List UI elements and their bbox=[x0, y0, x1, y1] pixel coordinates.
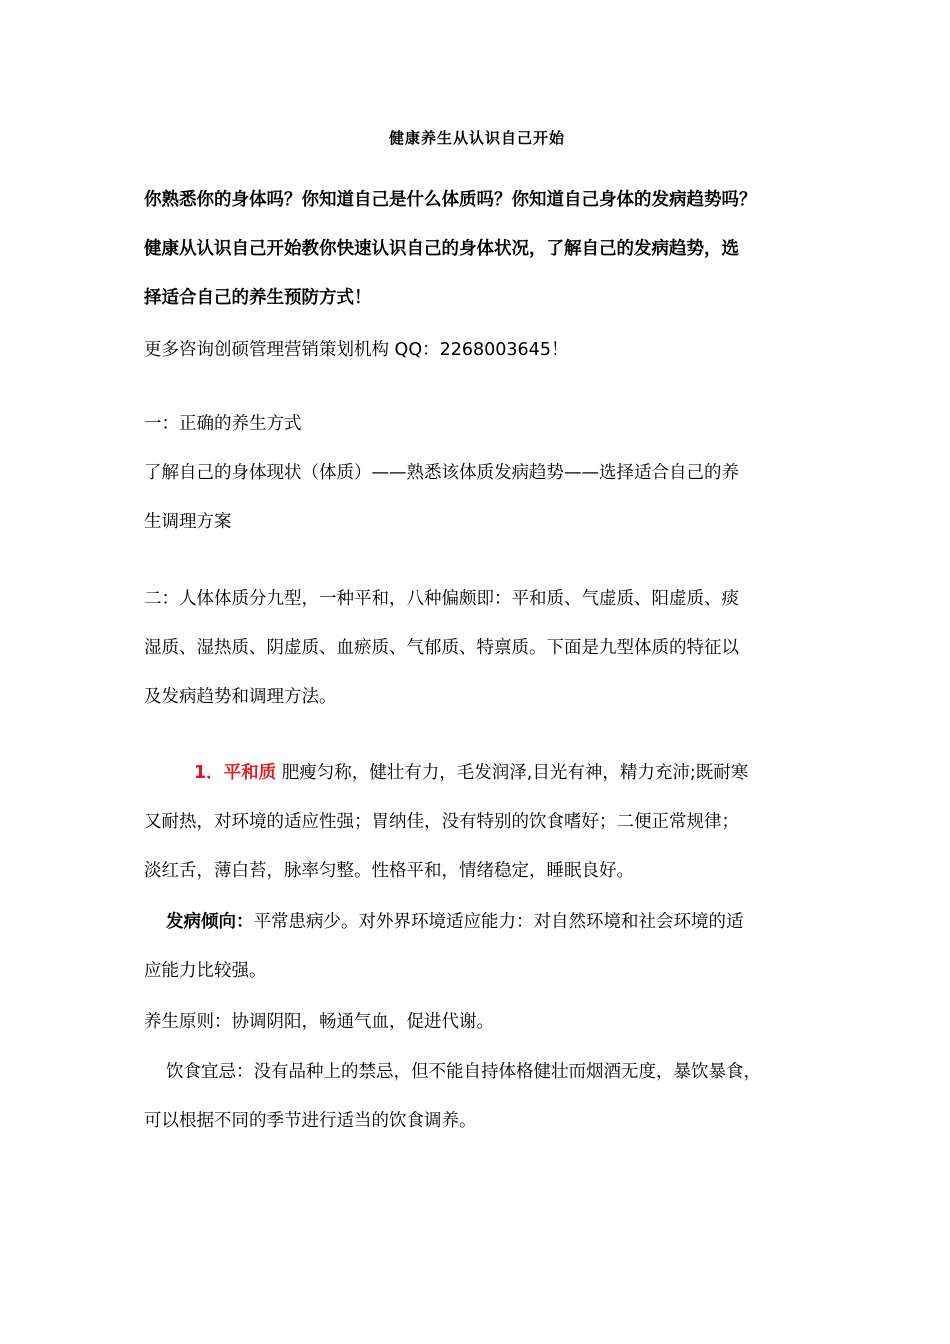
type-one-tendency bbox=[144, 898, 810, 996]
section-two-line: 及发病趋势和调理方法。 bbox=[144, 687, 337, 707]
section-one-line: 了解自己的身体现状（体质）——熟悉该体质发病趋势——选择适合自己的养 bbox=[144, 463, 739, 483]
type-one-first-line bbox=[144, 749, 810, 798]
tendency-first-line bbox=[144, 898, 810, 947]
intro-line: 择适合自己的养生预防方式！ bbox=[144, 288, 372, 308]
section-two bbox=[144, 575, 810, 722]
type-one-description bbox=[144, 749, 810, 896]
type-one-principle bbox=[144, 998, 810, 1047]
section-one-heading: 一：正确的养生方式 bbox=[144, 414, 302, 434]
principle-line: 养生原则：协调阴阳，畅通气血，促进代谢。 bbox=[144, 1012, 494, 1032]
tendency-line: 应能力比较强。 bbox=[144, 961, 267, 981]
type-one-diet bbox=[144, 1048, 810, 1146]
diet-line: 可以根据不同的季节进行适当的饮食调养。 bbox=[144, 1111, 477, 1131]
intro-line: 健康从认识自己开始教你快速认识自己的身体状况，了解自己的发病趋势，选 bbox=[144, 239, 739, 259]
type-one-first-text: 肥瘦匀称，健壮有力，毛发润泽,目光有神，精力充沛;既耐寒 bbox=[281, 763, 749, 783]
tendency-text: 平常患病少。对外界环境适应能力：对自然环境和社会环境的适 bbox=[253, 912, 744, 932]
contact-paragraph bbox=[144, 326, 810, 375]
type-one-line: 又耐热，对环境的适应性强；胃纳佳，没有特别的饮食嗜好；二便正常规律； bbox=[144, 812, 739, 832]
contact-line: 更多咨询创硕管理营销策划机构 QQ：2268003645！ bbox=[144, 340, 569, 360]
type-one-label: 1．平和质 bbox=[194, 763, 277, 783]
section-one-line: 生调理方案 bbox=[144, 512, 232, 532]
intro-line: 你熟悉你的身体吗？你知道自己是什么体质吗？你知道自己身体的发病趋势吗？ bbox=[144, 190, 757, 210]
diet-line: 饮食宜忌：没有品种上的禁忌，但不能自持体格健壮而烟酒无度，暴饮暴食， bbox=[166, 1062, 761, 1082]
section-two-line: 湿质、湿热质、阴虚质、血瘀质、气郁质、特禀质。下面是九型体质的特征以 bbox=[144, 638, 739, 658]
intro-paragraph bbox=[144, 176, 810, 323]
tendency-label: 发病倾向： bbox=[166, 912, 254, 932]
type-one-line: 淡红舌，薄白苔，脉率匀整。性格平和，情绪稳定，睡眠良好。 bbox=[144, 861, 634, 881]
section-two-line: 二：人体体质分九型，一种平和，八种偏颇即：平和质、气虚质、阳虚质、痰 bbox=[144, 589, 739, 609]
document-title: 健康养生从认识自己开始 bbox=[388, 129, 565, 147]
section-one bbox=[144, 400, 810, 547]
